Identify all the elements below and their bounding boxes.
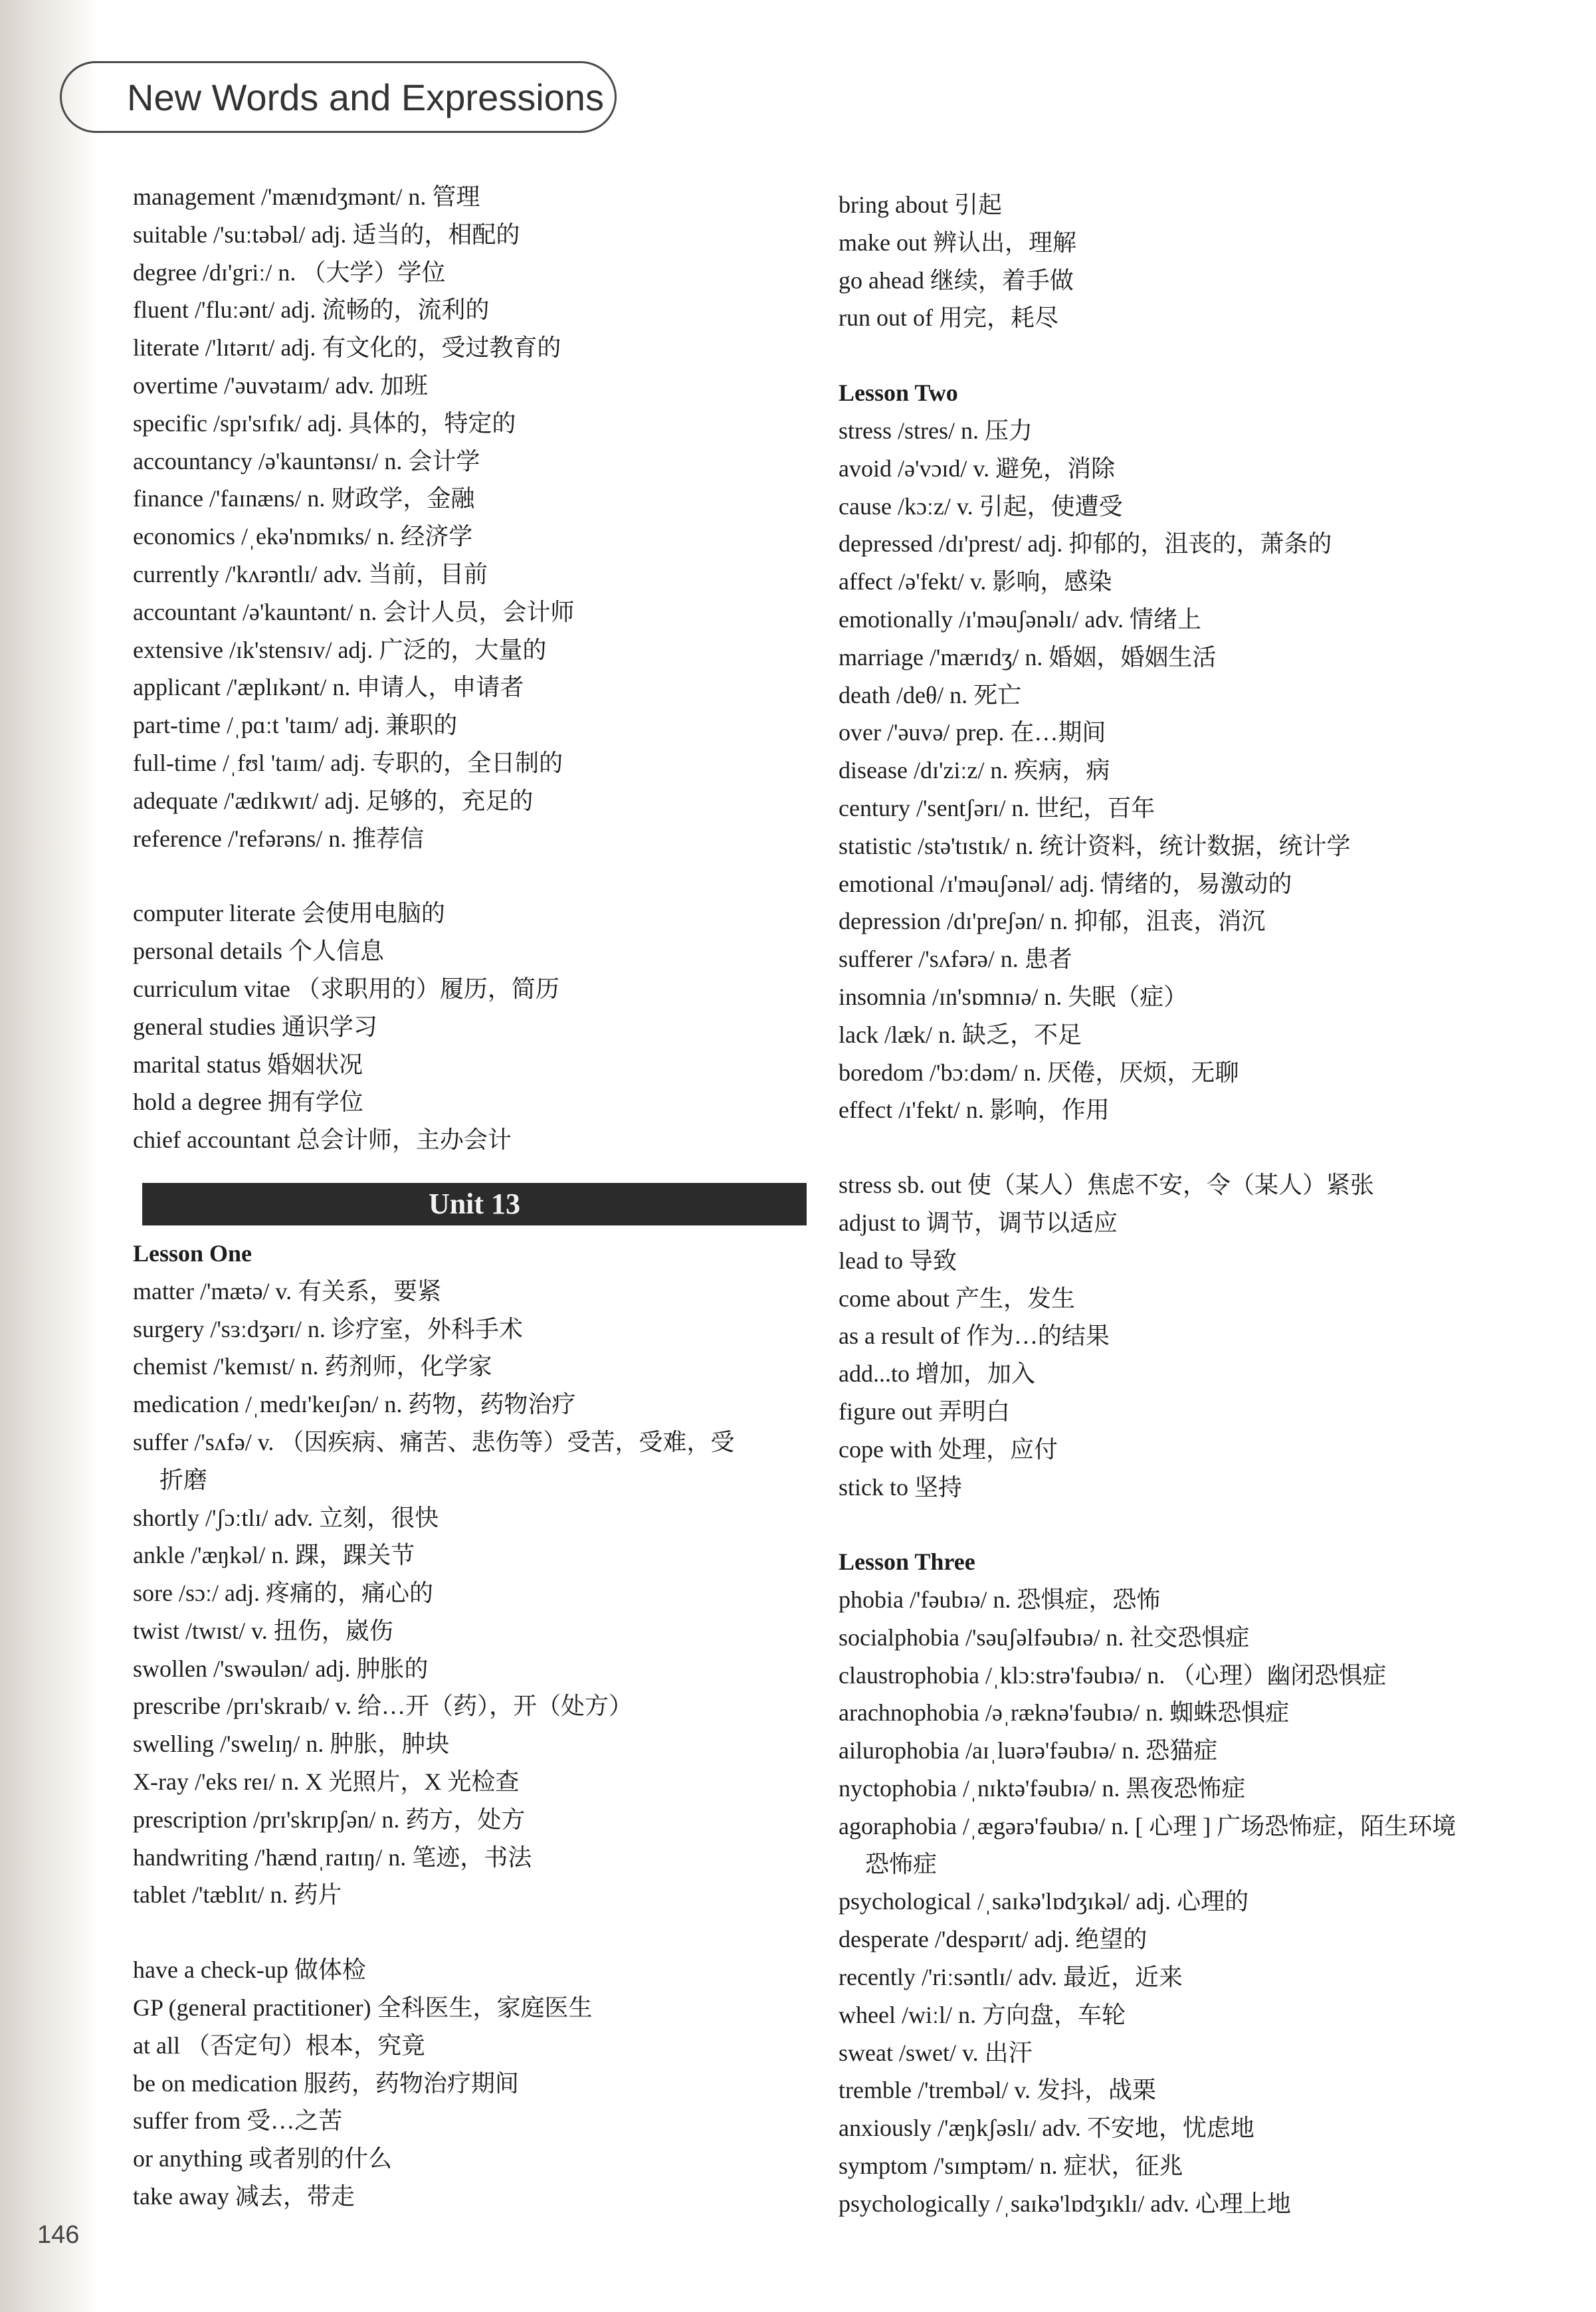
word-entry: swelling /'swelɪŋ/ n. 肿胀，肿块 xyxy=(133,1731,450,1758)
word-entry: full-time /ˌfʊl 'taɪm/ adj. 专职的，全日制的 xyxy=(133,749,563,776)
expression-entry: marital status 婚姻状况 xyxy=(133,1051,363,1078)
word-entry: surgery /'sɜːdʒərɪ/ n. 诊疗室，外科手术 xyxy=(133,1315,523,1342)
right-column xyxy=(839,186,1543,2223)
expression-entry: be on medication 服药，药物治疗期间 xyxy=(133,2069,519,2097)
word-entry: anxiously /'æŋkʃəslɪ/ adv. 不安地，忧虑地 xyxy=(839,2115,1254,2142)
word-entry: swollen /'swəulən/ adj. 肿胀的 xyxy=(133,1655,429,1682)
expression-list xyxy=(839,1166,1543,1506)
word-entry: phobia /'fəubɪə/ n. 恐惧症，恐怖 xyxy=(839,1586,1161,1614)
word-entry: socialphobia /'səuʃəlfəubɪə/ n. 社交恐惧症 xyxy=(839,1624,1250,1651)
page-edge-shading xyxy=(0,0,100,2312)
word-entry: claustrophobia /ˌklɔːstrə'fəubɪə/ n. （心理）幽闭恐惧症 xyxy=(839,1661,1387,1689)
lesson-heading: Lesson Two xyxy=(839,379,958,407)
word-entry: shortly /'ʃɔːtlɪ/ adv. 立刻，很快 xyxy=(133,1504,439,1531)
word-entry: nyctophobia /ˌnɪktə'fəubɪə/ n. 黑夜恐怖症 xyxy=(839,1775,1246,1802)
word-entry: affect /ə'fekt/ v. 影响，感染 xyxy=(839,568,1112,595)
lesson-heading: Lesson One xyxy=(133,1239,252,1267)
word-entry: stress /stres/ n. 压力 xyxy=(839,417,1033,444)
word-entry: sufferer /'sʌfərə/ n. 患者 xyxy=(839,946,1072,973)
word-entry: wheel /wiːl/ n. 方向盘，车轮 xyxy=(839,2001,1126,2028)
word-entry: cause /kɔːz/ v. 引起，使遭受 xyxy=(839,492,1123,520)
word-entry-continuation: 恐怖症 xyxy=(865,1850,938,1877)
expression-entry: have a check-up 做体检 xyxy=(133,1956,366,1984)
word-entry: finance /'faɪnæns/ n. 财政学，金融 xyxy=(133,485,475,512)
word-list xyxy=(133,178,811,857)
word-entry: marriage /'mærɪdʒ/ n. 婚姻，婚姻生活 xyxy=(839,643,1217,671)
word-entry: X-ray /'eks reɪ/ n. X 光照片，X 光检查 xyxy=(133,1768,520,1796)
expression-list xyxy=(133,894,811,1159)
expression-entry: adjust to 调节，调节以适应 xyxy=(839,1209,1118,1236)
unit-title-bar: Unit 13 xyxy=(142,1183,807,1225)
word-entry: tremble /'trembəl/ v. 发抖，战栗 xyxy=(839,2077,1157,2104)
expression-entry: come about 产生，发生 xyxy=(839,1285,1075,1312)
word-entry: over /'əuvə/ prep. 在…期间 xyxy=(839,719,1106,746)
expression-entry: curriculum vitae （求职用的）履历，简历 xyxy=(133,975,559,1002)
word-entry: recently /'riːsəntlɪ/ adv. 最近，近来 xyxy=(839,1964,1183,1991)
expression-entry: stick to 坚持 xyxy=(839,1473,962,1501)
expression-entry: take away 减去，带走 xyxy=(133,2183,355,2210)
expression-list xyxy=(839,186,1543,337)
word-entry: sweat /swet/ v. 出汗 xyxy=(839,2039,1033,2066)
word-entry: desperate /'despərɪt/ adj. 绝望的 xyxy=(839,1926,1147,1953)
expression-entry: hold a degree 拥有学位 xyxy=(133,1089,363,1116)
section-header xyxy=(60,61,617,133)
expression-entry: as a result of 作为…的结果 xyxy=(839,1322,1110,1350)
word-list xyxy=(839,412,1543,1129)
expression-entry: lead to 导致 xyxy=(839,1247,957,1274)
word-entry: handwriting /'hændˌraɪtɪŋ/ n. 笔迹，书法 xyxy=(133,1843,532,1871)
word-entry: accountant /ə'kauntənt/ n. 会计人员，会计师 xyxy=(133,598,575,625)
expression-entry: or anything 或者别的什么 xyxy=(133,2145,392,2172)
word-entry: ankle /'æŋkəl/ n. 踝，踝关节 xyxy=(133,1542,415,1569)
word-entry: literate /'lɪtərɪt/ adj. 有文化的，受过教育的 xyxy=(133,334,561,362)
word-list xyxy=(839,1581,1543,2223)
word-entry: psychologically /ˌsaɪkə'lɒdʒɪklɪ/ adv. 心理上地 xyxy=(839,2190,1291,2217)
expression-entry: general studies 通识学习 xyxy=(133,1013,377,1040)
expression-entry: figure out 弄明白 xyxy=(839,1398,1010,1425)
word-entry: degree /dɪ'griː/ n. （大学）学位 xyxy=(133,259,446,286)
word-entry: suffer /'sʌfə/ v. （因疾病、痛苦、悲伤等）受苦，受难，受 xyxy=(133,1428,735,1455)
word-entry: suitable /'suːtəbəl/ adj. 适当的，相配的 xyxy=(133,221,520,248)
word-entry: part-time /ˌpɑːt 'taɪm/ adj. 兼职的 xyxy=(133,712,458,739)
word-entry: disease /dɪ'ziːz/ n. 疾病，病 xyxy=(839,757,1110,784)
word-entry: accountancy /ə'kauntənsɪ/ n. 会计学 xyxy=(133,447,480,474)
word-entry: tablet /'tæblɪt/ n. 药片 xyxy=(133,1881,342,1909)
word-entry: emotionally /ɪ'məuʃənəlɪ/ adv. 情绪上 xyxy=(839,605,1202,633)
word-entry: specific /spɪ'sɪfɪk/ adj. 具体的，特定的 xyxy=(133,409,516,437)
word-entry: ailurophobia /aɪˌluərə'fəubɪə/ n. 恐猫症 xyxy=(839,1737,1218,1764)
word-entry: boredom /'bɔːdəm/ n. 厌倦，厌烦，无聊 xyxy=(839,1059,1239,1086)
word-entry: prescription /prɪ'skrɪpʃən/ n. 药方，处方 xyxy=(133,1806,526,1833)
expression-entry: GP (general practitioner) 全科医生，家庭医生 xyxy=(133,1994,593,2022)
word-entry: adequate /'ædɪkwɪt/ adj. 足够的，充足的 xyxy=(133,787,534,814)
word-entry: century /'sentʃərɪ/ n. 世纪，百年 xyxy=(839,794,1155,821)
expression-entry: go ahead 继续，着手做 xyxy=(839,266,1074,294)
expression-entry: computer literate 会使用电脑的 xyxy=(133,900,445,927)
expression-entry: chief accountant 总会计师，主办会计 xyxy=(133,1126,512,1154)
word-entry: lack /læk/ n. 缺乏，不足 xyxy=(839,1021,1082,1048)
expression-entry: bring about 引起 xyxy=(839,191,1002,218)
word-entry: insomnia /ɪn'sɒmnɪə/ n. 失眠（症） xyxy=(839,983,1188,1010)
word-entry: twist /twɪst/ v. 扭伤，崴伤 xyxy=(133,1617,393,1644)
word-entry: arachnophobia /əˌræknə'fəubɪə/ n. 蜘蛛恐惧症 xyxy=(839,1699,1290,1727)
word-entry: death /deθ/ n. 死亡 xyxy=(839,681,1022,708)
word-entry: management /'mænɪdʒmənt/ n. 管理 xyxy=(133,183,480,210)
expression-entry: stress sb. out 使（某人）焦虑不安，令（某人）紧张 xyxy=(839,1172,1375,1199)
word-entry: depressed /dɪ'prest/ adj. 抑郁的，沮丧的，萧条的 xyxy=(839,530,1332,558)
word-entry: effect /ɪ'fekt/ n. 影响，作用 xyxy=(839,1097,1110,1124)
word-entry: reference /'refərəns/ n. 推荐信 xyxy=(133,825,425,852)
word-entry: depression /dɪ'preʃən/ n. 抑郁，沮丧，消沉 xyxy=(839,908,1266,935)
word-entry: statistic /stə'tɪstɪk/ n. 统计资料，统计数据，统计学 xyxy=(839,832,1351,859)
section-title: New Words and Expressions xyxy=(127,76,604,118)
word-entry: fluent /'fluːənt/ adj. 流畅的，流利的 xyxy=(133,296,490,324)
word-entry: extensive /ɪk'stensɪv/ adj. 广泛的，大量的 xyxy=(133,636,547,663)
word-entry: emotional /ɪ'məuʃənəl/ adj. 情绪的，易激动的 xyxy=(839,870,1292,897)
word-entry: symptom /'sɪmptəm/ n. 症状，征兆 xyxy=(839,2153,1183,2180)
expression-entry: personal details 个人信息 xyxy=(133,938,384,965)
word-entry: economics /ˌekə'nɒmɪks/ n. 经济学 xyxy=(133,523,473,550)
word-entry: medication /ˌmedɪ'keɪʃən/ n. 药物，药物治疗 xyxy=(133,1391,576,1418)
word-list xyxy=(133,1273,811,1915)
word-entry: sore /sɔː/ adj. 疼痛的，痛心的 xyxy=(133,1580,433,1607)
word-entry-continuation: 折磨 xyxy=(159,1466,208,1493)
expression-entry: cope with 处理，应付 xyxy=(839,1435,1058,1463)
word-entry: agoraphobia /ˌægərə'fəubɪə/ n. [ 心理 ] 广场恐怖症，陌生环境 xyxy=(839,1812,1456,1839)
word-entry: currently /'kʌrəntlɪ/ adv. 当前，目前 xyxy=(133,560,488,587)
expression-entry: add...to 增加，加入 xyxy=(839,1360,1035,1388)
expression-entry: run out of 用完，耗尽 xyxy=(839,304,1058,332)
word-entry: prescribe /prɪ'skraɪb/ v. 给…开（药），开（处方） xyxy=(133,1693,633,1720)
word-entry: avoid /ə'vɔɪd/ v. 避免，消除 xyxy=(839,455,1116,482)
left-column xyxy=(133,178,811,2216)
expression-list xyxy=(133,1951,811,2216)
word-entry: overtime /'əuvətaɪm/ adv. 加班 xyxy=(133,371,429,399)
word-entry: matter /'mætə/ v. 有关系，要紧 xyxy=(133,1277,442,1305)
word-entry: applicant /'æplɪkənt/ n. 申请人，申请者 xyxy=(133,674,524,701)
expression-entry: suffer from 受…之苦 xyxy=(133,2107,343,2135)
word-entry: psychological /ˌsaɪkə'lɒdʒɪkəl/ adj. 心理的 xyxy=(839,1888,1249,1915)
expression-entry: make out 辨认出，理解 xyxy=(839,229,1076,256)
page-number: 146 xyxy=(37,2221,80,2249)
expression-entry: at all （否定句）根本，究竟 xyxy=(133,2032,425,2059)
word-entry: chemist /'kemɪst/ n. 药剂师，化学家 xyxy=(133,1353,492,1380)
lesson-heading: Lesson Three xyxy=(839,1548,975,1576)
